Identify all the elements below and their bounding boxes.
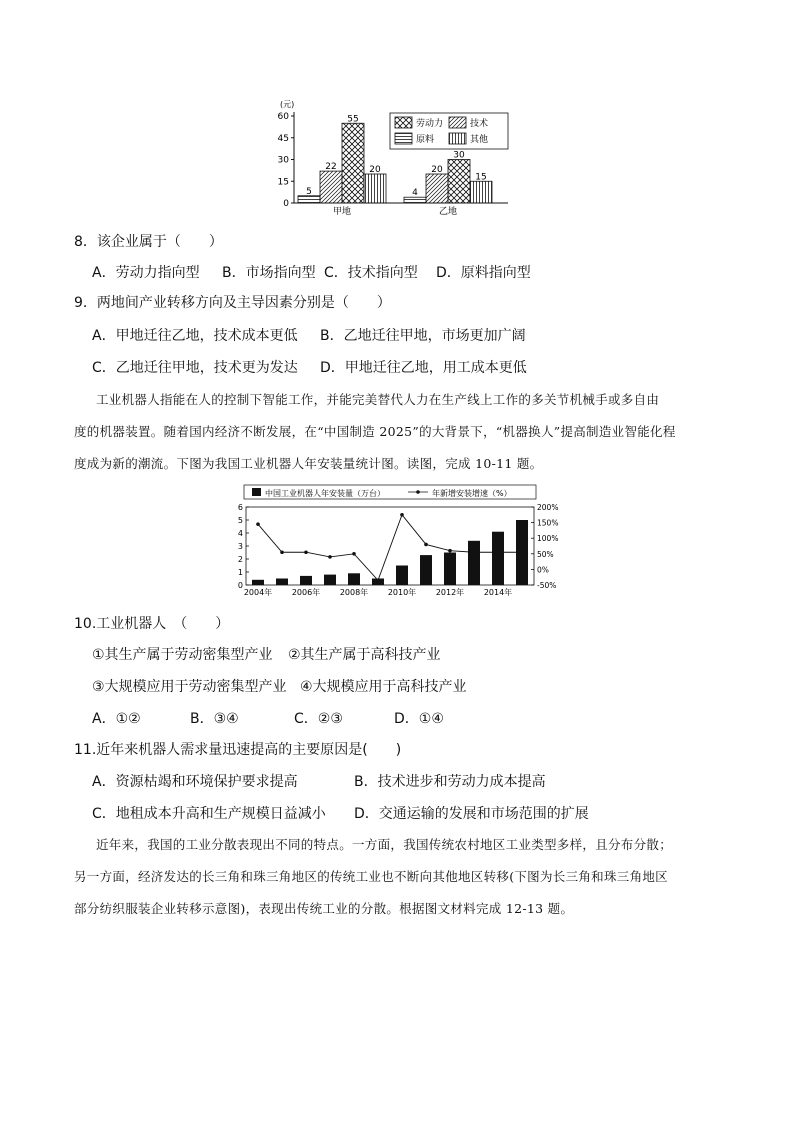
bar-0-1 <box>320 171 342 203</box>
growth-rate-point-2007年 <box>328 555 332 559</box>
right-y-tick-label: -50% <box>537 581 557 590</box>
legend-swatch <box>449 133 466 144</box>
question-8-option-d[interactable]: D．原料指向型 <box>436 265 531 281</box>
question-9-option-b[interactable]: B．乙地迁往甲地，市场更加广阔 <box>320 328 526 344</box>
left-y-tick-label: 5 <box>237 516 243 525</box>
bar-value-label: 4 <box>412 188 418 199</box>
question-9-option-a[interactable]: A．甲地迁往乙地，技术成本更低 <box>92 328 298 344</box>
question-10-statement-3: ③大规模应用于劳动密集型产业 <box>92 679 287 695</box>
legend-label: 技术 <box>470 119 489 129</box>
bar-value-label: 20 <box>431 165 443 175</box>
question-10-option-d[interactable]: D．①④ <box>394 711 444 727</box>
left-y-tick-label: 0 <box>237 581 243 590</box>
bar-0-0 <box>298 196 320 203</box>
question-10-statement-1: ①其生产属于劳动密集型产业 <box>92 647 273 663</box>
question-8-option-a[interactable]: A．劳动力指向型 <box>92 265 200 281</box>
left-y-tick-label: 3 <box>237 542 243 551</box>
x-tick-label: 2004年 <box>243 588 273 597</box>
y-tick-label: 45 <box>277 133 289 144</box>
left-y-tick-label: 2 <box>237 555 243 564</box>
bar-0-3 <box>364 174 386 203</box>
question-10-stem: 10.工业机器人 （ ） <box>74 616 230 632</box>
passage-1-line-3: 度成为新的潮流。下图为我国工业机器人年安装量统计图。读图，完成 10-11 题。 <box>74 456 543 471</box>
question-11-option-b[interactable]: B．技术进步和劳动力成本提高 <box>354 774 546 790</box>
right-y-tick-label: 150% <box>537 518 559 528</box>
x-tick-label: 2014年 <box>483 588 513 597</box>
legend-line-marker <box>416 490 420 494</box>
installation-bar-2008年 <box>348 573 360 585</box>
legend-bar-swatch <box>252 488 261 496</box>
growth-rate-point-2005年 <box>280 550 284 554</box>
legend-swatch <box>395 117 412 128</box>
x-tick-label: 2006年 <box>291 588 321 597</box>
installation-bar-2013年 <box>468 541 480 585</box>
left-y-tick-label: 1 <box>237 568 243 577</box>
left-y-tick-label: 4 <box>237 529 243 538</box>
installation-bar-2004年 <box>252 580 264 585</box>
installation-bar-2011年 <box>420 555 432 585</box>
question-8-option-c[interactable]: C．技术指向型 <box>324 265 418 281</box>
growth-rate-point-2010年 <box>400 513 404 517</box>
question-9-stem: 9．两地间产业转移方向及主导因素分别是（ ） <box>74 295 391 311</box>
right-y-tick-label: 50% <box>537 549 554 559</box>
legend-label: 原料 <box>416 135 435 145</box>
question-9-option-d[interactable]: D．甲地迁往乙地，用工成本更低 <box>320 360 527 376</box>
legend-label: 劳动力 <box>416 119 444 129</box>
question-10-option-a[interactable]: A．①② <box>92 711 141 727</box>
growth-rate-point-2013年 <box>472 550 476 554</box>
question-11-option-d[interactable]: D．交通运输的发展和市场范围的扩展 <box>354 806 589 822</box>
bar-1-3 <box>470 181 492 203</box>
bar-value-label: 55 <box>347 114 359 125</box>
bar-0-2 <box>342 123 364 203</box>
question-8-stem: 8．该企业属于（ ） <box>74 234 223 250</box>
growth-rate-line <box>258 515 522 581</box>
growth-rate-point-2012年 <box>448 549 452 553</box>
growth-rate-point-2014年 <box>496 550 500 554</box>
question-11-option-a[interactable]: A．资源枯竭和环境保护要求提高 <box>92 774 298 790</box>
x-tick-label: 2010年 <box>387 588 417 597</box>
question-10-option-b[interactable]: B．③④ <box>190 711 239 727</box>
legend-line-label: 年新增安装增速（%） <box>432 489 512 498</box>
bar-1-2 <box>448 160 470 204</box>
x-tick-label: 2012年 <box>435 588 465 597</box>
question-10-statement-2: ②其生产属于高科技产业 <box>288 647 441 663</box>
y-tick-label: 30 <box>277 155 289 166</box>
passage-1-line-1: 工业机器人指能在人的控制下智能工作，并能完美替代人力在生产线上工作的多关节机械手或多自由 <box>96 392 660 407</box>
growth-rate-point-2004年 <box>256 522 260 526</box>
question-10-option-c[interactable]: C．②③ <box>294 711 343 727</box>
question-11-option-c[interactable]: C．地租成本升高和生产规模日益减小 <box>92 806 326 822</box>
growth-rate-point-2008年 <box>352 552 356 556</box>
right-y-tick-label: 100% <box>537 534 559 544</box>
installation-bar-2012年 <box>444 553 456 586</box>
y-tick-label: 0 <box>283 199 289 209</box>
legend-swatch <box>449 117 466 128</box>
passage-2-line-1: 近年来，我国的工业分散表现出不同的特点。一方面，我国传统农村地区工业类型多样，且分布分散； <box>96 837 673 852</box>
cost-structure-chart <box>268 96 520 222</box>
category-label: 乙地 <box>438 207 458 217</box>
y-tick-label: 15 <box>277 177 289 188</box>
legend-label: 其他 <box>470 135 489 145</box>
category-label: 甲地 <box>332 207 352 217</box>
left-y-tick-label: 6 <box>237 503 243 512</box>
x-tick-label: 2008年 <box>339 588 369 597</box>
passage-1-line-2: 度的机器装置。随着国内经济不断发展，在“中国制造 2025”的大背景下，“机器换人”提高制造业智能化程 <box>74 424 676 439</box>
question-9-option-c[interactable]: C．乙地迁往甲地，技术更为发达 <box>92 360 298 376</box>
bar-value-label: 20 <box>369 165 381 175</box>
installation-bar-2007年 <box>324 575 336 585</box>
legend-swatch <box>395 133 412 144</box>
passage-2-line-3: 部分纺织服装企业转移示意图)，表现出传统工业的分散。根据图文材料完成 12-13 题。 <box>74 901 574 916</box>
y-axis-unit: (元) <box>280 100 295 109</box>
question-10-statement-4: ④大规模应用于高科技产业 <box>300 679 467 695</box>
bar-value-label: 15 <box>475 172 487 183</box>
bar-value-label: 30 <box>453 150 465 161</box>
plot-frame <box>246 507 534 585</box>
growth-rate-point-2015年 <box>520 550 524 554</box>
question-8-option-b[interactable]: B．市场指向型 <box>222 265 316 281</box>
question-11-stem: 11.近年来机器人需求量迅速提高的主要原因是( ) <box>74 742 402 758</box>
bar-1-1 <box>426 174 448 203</box>
bar-value-label: 22 <box>325 162 337 173</box>
growth-rate-point-2006年 <box>304 550 308 554</box>
legend-bar-label: 中国工业机器人年安装量（万台） <box>265 489 385 498</box>
passage-2-line-2: 另一方面，经济发达的长三角和珠三角地区的传统工业也不断向其他地区转移(下图为长三角和珠三角地区 <box>74 869 668 884</box>
right-y-tick-label: 0% <box>537 565 549 575</box>
growth-rate-point-2011年 <box>424 543 428 547</box>
robot-installation-chart <box>230 483 570 598</box>
growth-rate-point-2009年 <box>376 579 380 583</box>
installation-bar-2010年 <box>396 566 408 586</box>
installation-bar-2005年 <box>276 579 288 586</box>
bar-value-label: 5 <box>306 186 312 197</box>
installation-bar-2014年 <box>492 532 504 585</box>
installation-bar-2006年 <box>300 576 312 585</box>
right-y-tick-label: 200% <box>537 503 559 512</box>
y-tick-label: 60 <box>277 112 289 122</box>
